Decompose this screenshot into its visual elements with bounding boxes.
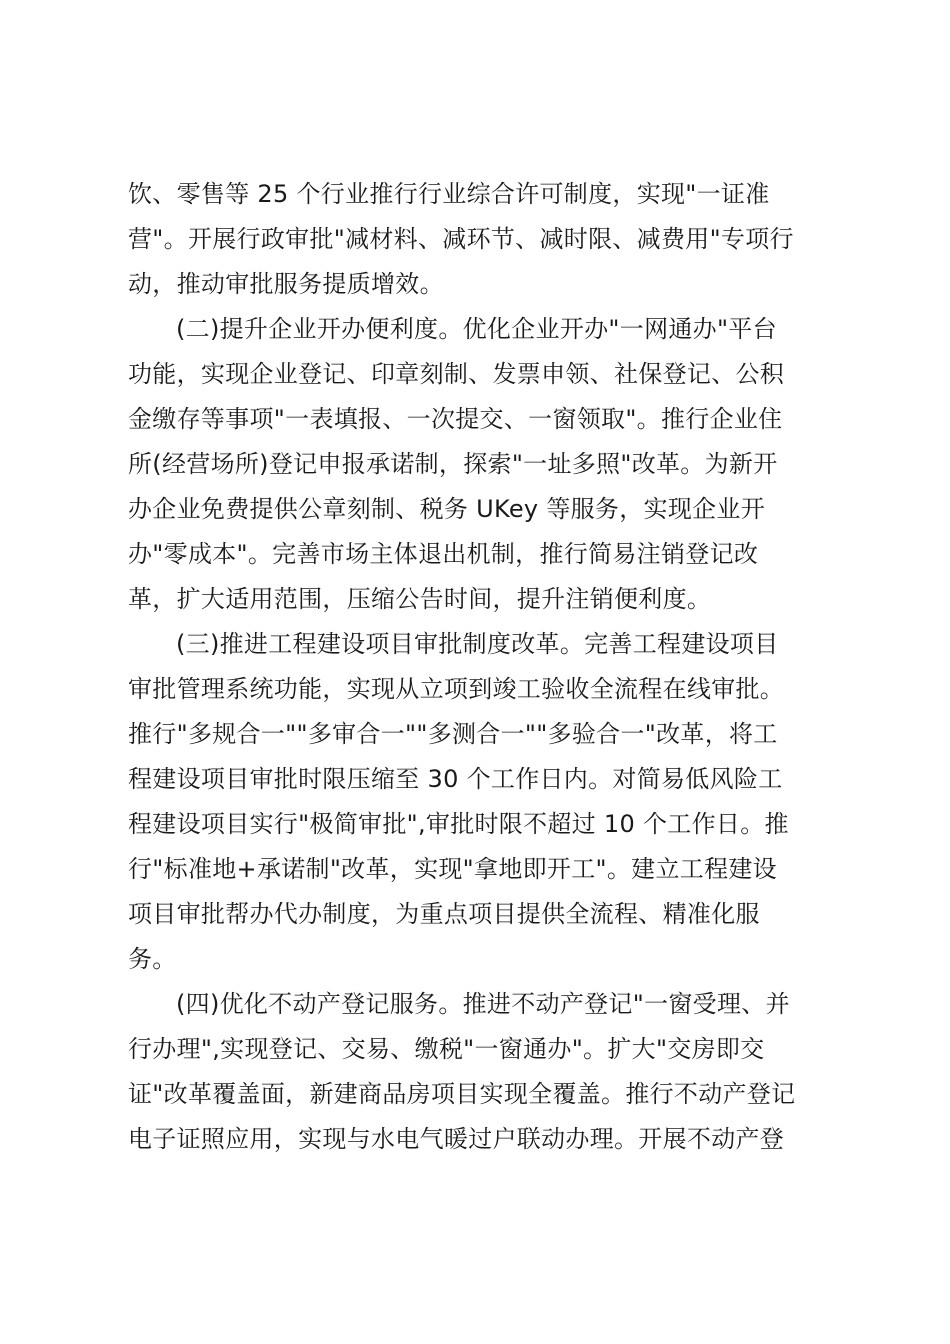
paragraph-line: 行"标准地+承诺制"改革，实现"拿地即开工"。建立工程建设 — [128, 855, 777, 883]
section-heading-line: (三)推进工程建设项目审批制度改革。完善工程建设项目 — [176, 630, 779, 658]
paragraph-line: 动，推动审批服务提质增效。 — [128, 270, 444, 298]
paragraph-line: 程建设项目实行"极简审批",审批时限不超过 10 个工作日。推 — [128, 810, 789, 838]
paragraph-line: 电子证照应用，实现与水电气暖过户联动办理。开展不动产登 — [128, 1125, 785, 1153]
paragraph-line: 证"改革覆盖面，新建商品房项目实现全覆盖。推行不动产登记 — [128, 1080, 796, 1108]
paragraph-line: 审批管理系统功能，实现从立项到竣工验收全流程在线审批。 — [128, 675, 785, 703]
paragraph-line: 程建设项目审批时限压缩至 30 个工作日内。对简易低风险工 — [128, 765, 783, 793]
paragraph-line: 办企业免费提供公章刻制、税务 UKey 等服务，实现企业开 — [128, 495, 766, 523]
paragraph-line: 金缴存等事项"一表填报、一次提交、一窗领取"。推行企业住 — [128, 405, 783, 433]
paragraph-line: 项目审批帮办代办制度，为重点项目提供全流程、精准化服 — [128, 900, 760, 928]
paragraph-line: 务。 — [128, 945, 177, 973]
paragraph-line: 所(经营场所)登记申报承诺制，探索"一址多照"改革。为新开 — [128, 450, 778, 478]
paragraph-line: 营"。开展行政审批"减材料、减环节、减时限、减费用"专项行 — [128, 225, 794, 253]
paragraph-line: 功能，实现企业登记、印章刻制、发票申领、社保登记、公积 — [128, 360, 785, 388]
paragraph-line: 饮、零售等 25 个行业推行行业综合许可制度，实现"一证准 — [128, 180, 770, 208]
section-heading-line: (四)优化不动产登记服务。推进不动产登记"一窗受理、并 — [176, 990, 790, 1018]
paragraph-line: 革，扩大适用范围，压缩公告时间，提升注销便利度。 — [128, 585, 712, 613]
section-heading-line: (二)提升企业开办便利度。优化企业开办"一网通办"平台 — [176, 315, 777, 343]
paragraph-line: 办"零成本"。完善市场主体退出机制，推行简易注销登记改 — [128, 540, 759, 568]
paragraph-line: 推行"多规合一""多审合一""多测合一""多验合一"改革，将工 — [128, 720, 778, 748]
paragraph-line: 行办理",实现登记、交易、缴税"一窗通办"。扩大"交房即交 — [128, 1035, 765, 1063]
